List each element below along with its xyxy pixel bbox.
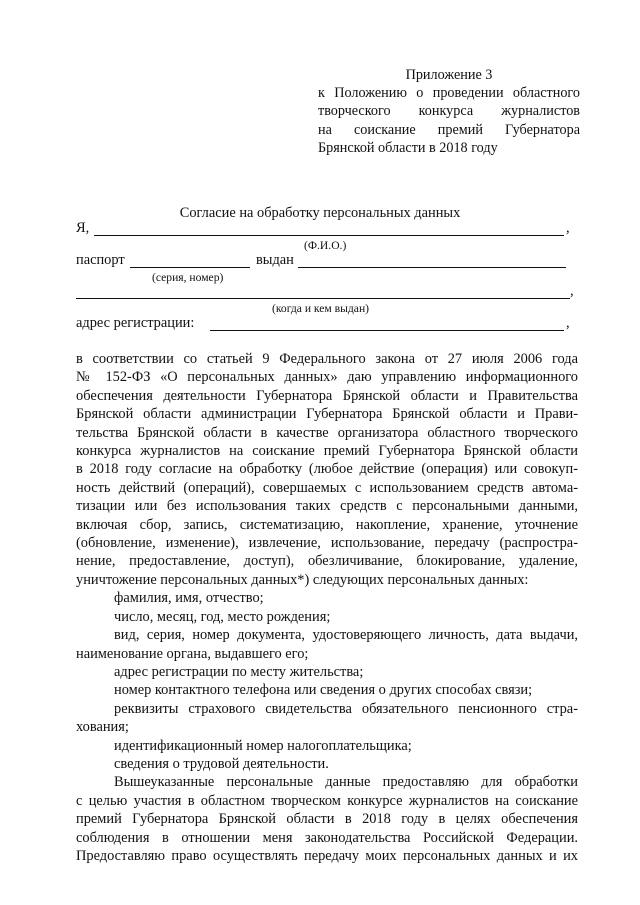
list-item: номер контактного телефона или сведения о других способах связи; <box>114 682 533 699</box>
body-line: Брянской области администрации Губернатора Брянской области и Прави- <box>76 406 578 423</box>
fio-field[interactable] <box>94 235 564 236</box>
appendix-line: к Положению о проведении областного <box>318 85 580 102</box>
fio-comma: , <box>566 220 570 236</box>
body-line: Предоставляю право осуществлять передачу моих персональных данных и их <box>76 847 578 864</box>
series-hint: (серия, номер) <box>152 271 224 284</box>
issued-by-hint: (когда и кем выдан) <box>272 302 370 315</box>
list-item: вид, серия, номер документа, удостоверяющего личность, дата выдачи, <box>114 627 578 644</box>
appendix-line: Брянской области в 2018 году <box>318 139 498 156</box>
fio-hint: (Ф.И.О.) <box>304 239 347 252</box>
appendix-title: Приложение 3 <box>405 67 493 83</box>
address-label: адрес регистрации: <box>76 315 195 331</box>
body-line: (обновление, изменение), извлечение, использование, передачу (распростра- <box>76 535 578 552</box>
body-line: в 2018 году согласие на обработку (любое действие (операция) или совокуп- <box>76 461 578 478</box>
body-line: уничтожение персональных данных*) следующих персональных данных: <box>76 571 529 588</box>
passport-label: паспорт <box>76 252 125 268</box>
body-line: соблюдения в отношении меня законодательства Российской Федерации. <box>76 829 578 846</box>
issued-by-field[interactable] <box>76 298 570 299</box>
passport-issued-field[interactable] <box>298 267 566 268</box>
body-line: нение, предоставление, доступ), обезличивание, блокирование, удаление, <box>76 553 578 570</box>
document-title: Согласие на обработку персональных данных <box>179 205 461 221</box>
appendix-line: на соискание премий Губернатора <box>318 121 580 138</box>
list-item: фамилия, имя, отчество; <box>114 590 264 607</box>
issued-by-comma: , <box>570 283 574 299</box>
list-item: адрес регистрации по месту жительства; <box>114 663 364 680</box>
body-line: с целью участия в областном творческом конкурсе журналистов на соискание <box>76 792 578 809</box>
body-line: обеспечения деятельности Губернатора Брянской области и Правительства <box>76 387 578 404</box>
list-item: сведения о трудовой деятельности. <box>114 755 329 772</box>
i-label: Я, <box>76 220 90 236</box>
list-item: наименование органа, выдавшего его; <box>76 645 309 662</box>
list-item: хования; <box>76 719 129 736</box>
list-item: реквизиты страхового свидетельства обязательного пенсионного стра- <box>114 700 578 717</box>
body-line: тизации или без использования таких средств с персональными данными, <box>76 498 578 515</box>
body-line: Вышеуказанные персональные данные предоставляю для обработки <box>114 774 578 791</box>
address-comma: , <box>566 315 570 331</box>
list-item: идентификационный номер налогоплательщика; <box>114 737 412 754</box>
body-line: включая сбор, запись, систематизацию, накопление, хранение, уточнение <box>76 516 578 533</box>
body-line: в соответствии со статьей 9 Федерального закона от 27 июля 2006 года <box>76 351 578 367</box>
appendix-block <box>318 66 580 157</box>
consent-body <box>76 350 578 865</box>
issued-label: выдан <box>256 252 294 268</box>
body-line: ность действий (операций), совершаемых с использованием средств автома- <box>76 479 578 496</box>
appendix-line: творческого конкурса журналистов <box>318 103 580 120</box>
body-line: конкурса журналистов на соискание премий Губернатора Брянской области <box>76 443 578 460</box>
address-field[interactable] <box>210 330 564 331</box>
list-item: число, месяц, год, место рождения; <box>114 608 331 625</box>
body-line: № 152-ФЗ «О персональных данных» даю управлению информационного <box>76 369 578 386</box>
body-line: премий Губернатора Брянской области в 2018 году в целях обеспечения <box>76 811 578 828</box>
body-line: тельства Брянской области в качестве организатора областного творческого <box>76 424 578 441</box>
passport-series-field[interactable] <box>130 267 250 268</box>
